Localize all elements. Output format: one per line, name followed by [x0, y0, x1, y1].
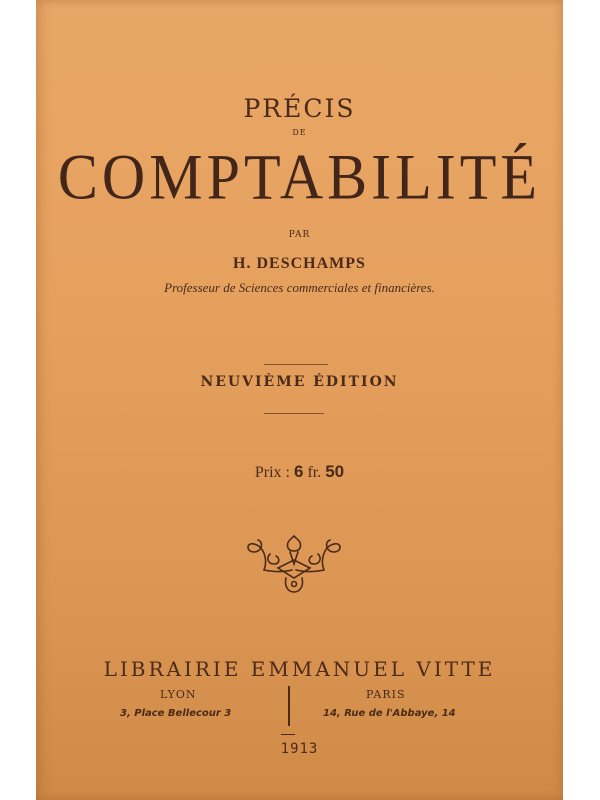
- divider-bottom: [264, 413, 324, 414]
- left-city: LYON: [160, 688, 197, 701]
- publisher-name: LIBRAIRIE EMMANUEL VITTE: [103, 657, 496, 681]
- title-precis: PRÉCIS: [243, 94, 356, 123]
- price: [36, 462, 563, 482]
- address-divider: [288, 686, 290, 726]
- publication-year: 1913: [280, 741, 319, 757]
- year-rule: [281, 734, 295, 735]
- edition-label: NEUVIÈME ÉDITION: [200, 374, 399, 390]
- author-name: H. DESCHAMPS: [233, 255, 366, 272]
- price-label: Prix :: [254, 464, 290, 481]
- title-connector: DE: [292, 128, 307, 137]
- author-role: Professeur de Sciences commerciales et financières.: [164, 280, 435, 295]
- right-address: 14, Rue de l'Abbaye, 14: [323, 708, 456, 719]
- right-city: PARIS: [366, 688, 406, 701]
- divider-top: [264, 364, 328, 365]
- price-francs: 6: [293, 462, 304, 481]
- by-label: PAR: [288, 230, 311, 240]
- price-cents: 50: [325, 462, 345, 481]
- price-unit: fr.: [307, 464, 322, 481]
- book-cover: [36, 0, 563, 800]
- title-main: COMPTABILITÉ: [57, 141, 542, 213]
- left-address: 3, Place Bellecour 3: [120, 708, 232, 719]
- fleuron-ornament-icon: [234, 532, 354, 602]
